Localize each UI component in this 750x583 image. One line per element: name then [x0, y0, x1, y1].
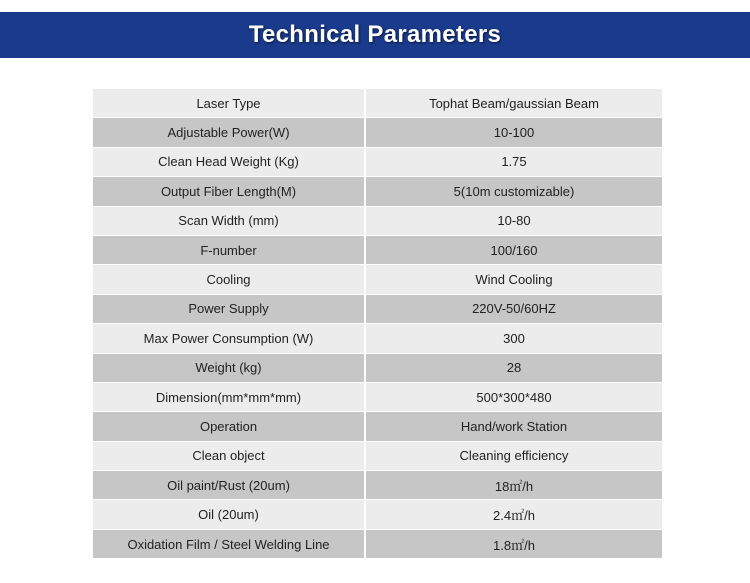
param-label: Cooling [93, 265, 365, 294]
param-label: Dimension(mm*mm*mm) [93, 382, 365, 411]
param-label: Max Power Consumption (W) [93, 324, 365, 353]
spec-table [93, 89, 662, 559]
param-label: Weight (kg) [93, 353, 365, 382]
table-row [93, 441, 662, 470]
table-row [93, 471, 662, 500]
param-value: 28 [365, 353, 662, 382]
param-label: Clean object [93, 441, 365, 470]
param-value: 220V-50/60HZ [365, 294, 662, 323]
table-row [93, 294, 662, 323]
param-label: Output Fiber Length(M) [93, 177, 365, 206]
param-label: Operation [93, 412, 365, 441]
param-value: 1.75 [365, 147, 662, 176]
table-row [93, 118, 662, 147]
param-label: Adjustable Power(W) [93, 118, 365, 147]
param-label: F-number [93, 235, 365, 264]
param-label: Power Supply [93, 294, 365, 323]
param-label: Clean Head Weight (Kg) [93, 147, 365, 176]
table-row [93, 265, 662, 294]
table-row [93, 206, 662, 235]
table-row [93, 177, 662, 206]
param-label: Laser Type [93, 89, 365, 118]
param-label: Scan Width (mm) [93, 206, 365, 235]
table-row [93, 500, 662, 529]
param-value: 2.4㎡/h [365, 500, 662, 529]
param-value: 5(10m customizable) [365, 177, 662, 206]
table-row [93, 89, 662, 118]
param-value: Wind Cooling [365, 265, 662, 294]
page-title: Technical Parameters [248, 21, 502, 48]
table-row [93, 235, 662, 264]
table-row [93, 147, 662, 176]
title-banner [0, 12, 750, 58]
param-value: 500*300*480 [365, 382, 662, 411]
param-value: 18㎡/h [365, 471, 662, 500]
param-value: 300 [365, 324, 662, 353]
table-row [93, 382, 662, 411]
param-label: Oxidation Film / Steel Welding Line [93, 529, 365, 558]
param-value: 100/160 [365, 235, 662, 264]
param-value: 1.8㎡/h [365, 529, 662, 558]
table-row [93, 353, 662, 382]
param-value: 10-80 [365, 206, 662, 235]
table-row [93, 412, 662, 441]
table-row [93, 324, 662, 353]
param-value: 10-100 [365, 118, 662, 147]
param-value: Hand/work Station [365, 412, 662, 441]
param-value: Cleaning efficiency [365, 441, 662, 470]
table-row [93, 529, 662, 558]
param-value: Tophat Beam/gaussian Beam [365, 89, 662, 118]
param-label: Oil paint/Rust (20um) [93, 471, 365, 500]
param-label: Oil (20um) [93, 500, 365, 529]
